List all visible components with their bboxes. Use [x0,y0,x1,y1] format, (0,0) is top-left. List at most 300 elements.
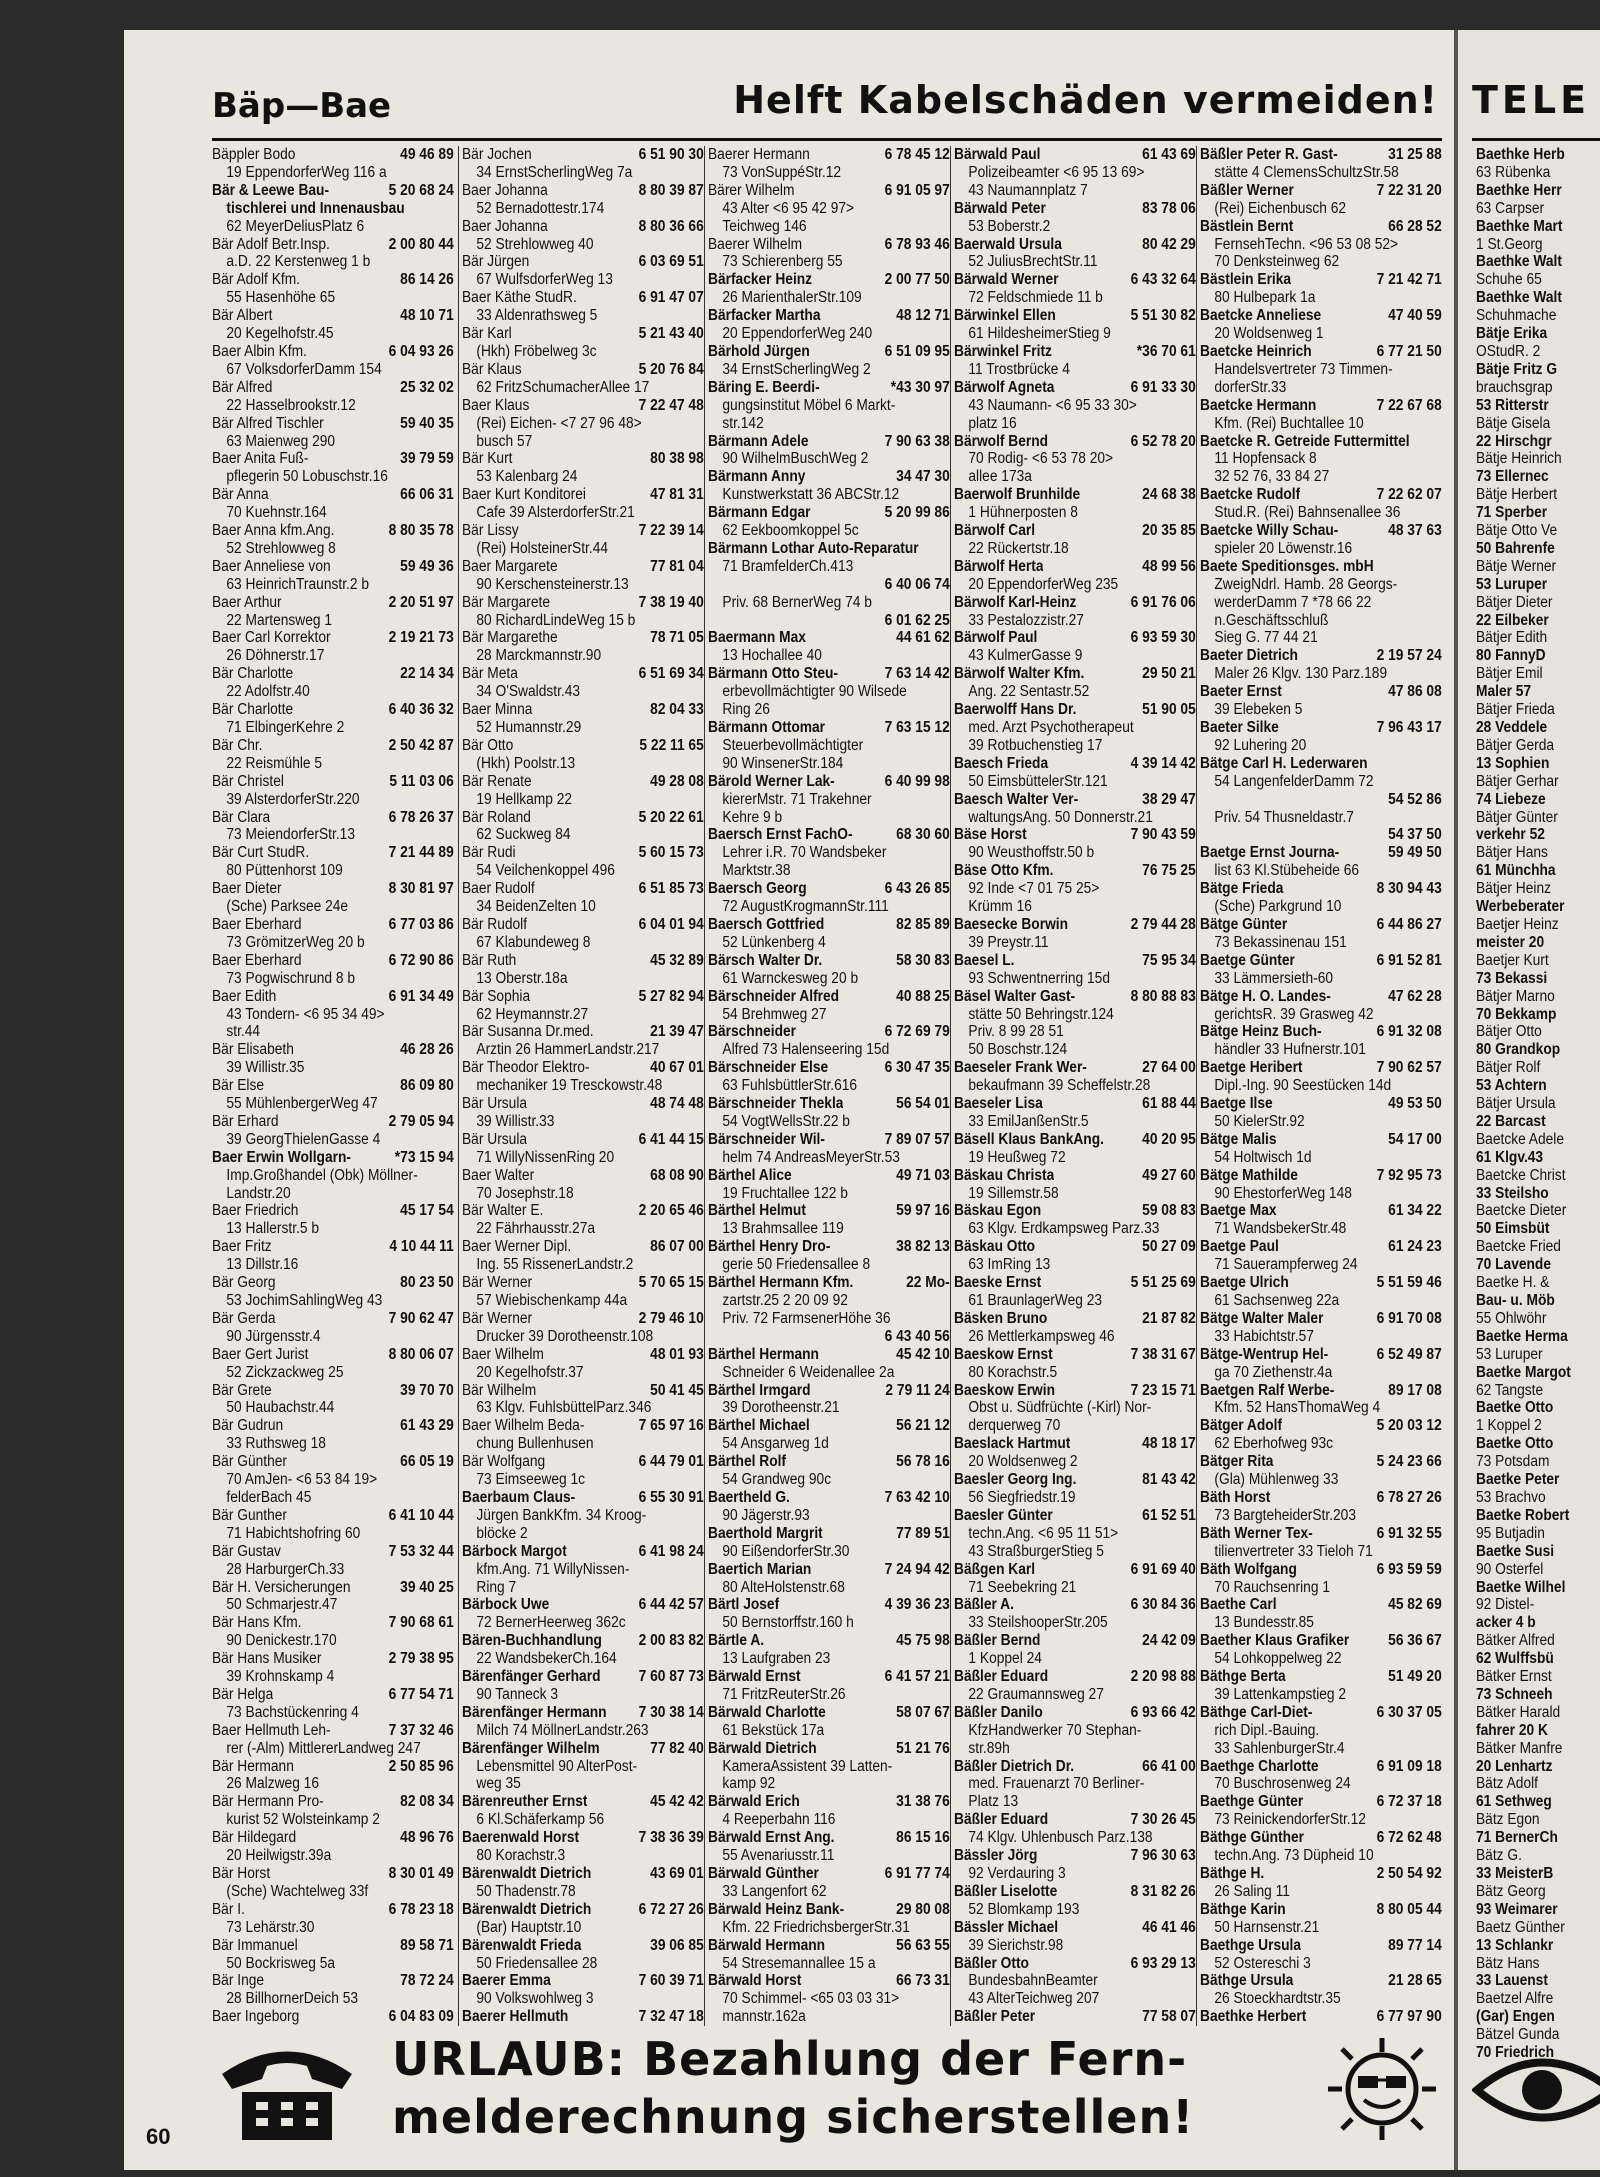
listing-entry [954,1095,1196,1113]
listing-entry [954,1471,1196,1489]
phone-number: 31 38 76 [896,1793,950,1811]
listing-entry [1200,683,1442,701]
next-page-entry: Baetke Herma [1476,1327,1568,1345]
phone-number: 80 23 50 [400,1274,454,1292]
phone-number: 6 93 29 13 [1130,1954,1196,1972]
next-page-entry: Bätzel Gunda [1476,2026,1560,2044]
phone-number: 61 43 29 [400,1417,454,1435]
listing-name: Bärmann Adele [708,432,809,450]
next-page-entry: Baetke Susi [1476,1542,1555,1560]
listing-detail: 74 Klgv. Uhlenbusch Parz.138 [968,1829,1153,1847]
listing-entry [708,576,950,594]
listing-detail: 39 Elebeken 5 [1214,701,1303,719]
phone-number: 77 81 04 [650,557,704,575]
listing-detail: 90 WinsenerStr.184 [722,754,844,772]
listing-name: Bärold Werner Lak- [708,772,835,790]
next-page-entry: Baethke Walt [1476,253,1562,271]
listing-detail: 43 Naumannplatz 7 [968,181,1088,199]
phone-number: 7 37 32 46 [388,1721,454,1739]
listing-detail: 80 AlteHolstenstr.68 [722,1578,845,1596]
listing-entry [212,1865,454,1883]
next-page-listing [1476,146,1600,2062]
listing-entry [212,1202,454,1220]
next-page-entry: 80 Grandkop [1476,1041,1561,1059]
listing-entry [462,1274,704,1292]
listing-detail: 54 Ansgarweg 1d [722,1435,829,1453]
listing-detail: 33 Langenfort 62 [722,1882,827,1900]
next-page-entry: Bau- u. Möb [1476,1292,1555,1309]
phone-number: 59 97 16 [896,1202,950,1220]
listing-entry [1200,397,1442,415]
listing-entry [462,880,704,898]
next-page-entry: 55 Ohlwöhr [1476,1309,1547,1327]
listing-name: Baer Albin Kfm. [212,342,307,360]
listing-detail: dorferStr.33 [1214,378,1287,396]
listing-entry [1200,2008,1442,2026]
listing-entry [462,361,704,379]
listing-name: Bärer Wilhelm [708,181,795,199]
listing-detail: Priv. 54 Thusneldastr.7 [1214,808,1354,826]
phone-number: 6 91 69 40 [1130,1560,1196,1578]
listing-entry [1200,844,1442,862]
listing-detail: Stud.R. (Rei) Bahnsenallee 36 [1214,504,1401,522]
next-page-entry: 53 Achtern [1476,1077,1547,1095]
phone-number: 34 47 30 [896,468,950,486]
next-page-entry: Bätjer Gerda [1476,736,1555,754]
listing-detail: 11 Trostbrücke 4 [968,360,1070,378]
listing-name: Bär Werner [462,1274,533,1292]
next-page-entry: 92 Distel- [1476,1596,1535,1614]
listing-entry [708,1489,950,1507]
listing-detail: 39 Sierichstr.98 [968,1936,1064,1954]
phone-number: 51 90 05 [1142,701,1196,719]
listing-detail: 19 Heußweg 72 [968,1148,1066,1166]
listing-name: Bär Meta [462,665,518,683]
listing-detail: 52 Zickzackweg 25 [226,1363,344,1381]
listing-detail: techn.Ang. 73 Düpheid 10 [1214,1847,1374,1865]
phone-number: 6 72 37 18 [1376,1793,1442,1811]
listing-entry [954,665,1196,683]
phone-number: 5 20 03 12 [1376,1417,1442,1435]
listing-entry [954,1167,1196,1185]
phone-number: 6 44 86 27 [1376,915,1442,933]
phone-number: 7 90 68 61 [388,1614,454,1632]
listing-detail: 39 GeorgThielenGasse 4 [226,1130,381,1148]
listing-entry [212,880,454,898]
listing-entry [954,862,1196,880]
phone-number: 20 35 85 [1142,522,1196,540]
listing-detail: 55 Avenariusstr.11 [722,1847,835,1865]
listing-detail: kamp 92 [722,1775,776,1793]
listing-entry [462,988,704,1006]
telephone-icon [212,2034,362,2144]
listing-name: Baer Klaus [462,396,530,414]
listing-entry [462,1829,704,1847]
listing-entry [462,665,704,683]
phone-number: 6 43 40 56 [884,1327,950,1345]
listing-entry [708,146,950,164]
listing-detail: 90 Denickestr.170 [226,1632,337,1650]
listing-detail: 39 Dorotheenstr.21 [722,1399,840,1417]
listing-name: Bär Gunther [212,1506,287,1524]
phone-number: 50 41 45 [650,1381,704,1399]
listing-name: Bär Renate [462,772,532,790]
listing-detail: list 63 Kl.Stübeheide 66 [1214,862,1360,880]
listing-entry [954,343,1196,361]
phone-number: 48 12 71 [896,307,950,325]
listing-entry [1200,755,1442,773]
listing-detail: (Hkh) Poolstr.13 [476,754,576,772]
listing-detail: 34 ErnstScherlingWeg 2 [722,360,871,378]
phone-number: 7 63 14 42 [884,665,950,683]
listing-name: Bätge Walter Maler [1200,1309,1324,1327]
listing-name: Bär Walter E. [462,1202,544,1220]
listing-detail: 63 Maienweg 290 [226,432,336,450]
phone-number: 6 91 32 55 [1376,1524,1442,1542]
next-page-entry: 70 Friedrich [1476,2044,1555,2062]
listing-name: Bär Werner [462,1309,533,1327]
phone-number: 8 80 35 78 [388,522,454,540]
next-page-entry: Bätje Heinrich [1476,450,1562,468]
next-page-entry: acker 4 b [1476,1614,1536,1632]
phone-number: 6 91 77 74 [884,1865,950,1882]
phone-number: 6 78 23 18 [388,1900,454,1918]
listing-name: Bär Ruth [462,951,517,969]
listing-entry [708,468,950,486]
vacation-ad [212,2030,1452,2160]
listing-entry [462,1167,704,1185]
listing-name: Baer Minna [462,701,533,719]
listing-detail: 71 WillyNissenRing 20 [476,1148,615,1166]
next-page-entry: 73 Schneeh [1476,1685,1553,1703]
listing-detail: Arztin 26 HammerLandstr.217 [476,1041,660,1059]
phone-number: 24 42 09 [1142,1632,1196,1650]
listing-entry [954,1955,1196,1973]
listing-entry [462,1937,704,1955]
phone-number: 29 80 08 [896,1900,950,1918]
listing-detail: Kehre 9 b [722,808,783,826]
listing-name: Bär Rudi [462,844,516,862]
listing-entry [212,1149,454,1167]
listing-name: Baeter Silke [1200,719,1279,736]
listing-entry [462,522,704,540]
phone-number: 38 82 13 [896,1238,950,1256]
next-page-entry: 74 Liebeze [1476,790,1546,808]
listing-detail: 32 52 76, 33 84 27 [1214,468,1330,486]
listing-name: Bärtl Josef [708,1596,780,1614]
listing-detail: 50 Harnsenstr.21 [1214,1918,1320,1936]
listing-name: Bätge Frieda [1200,880,1284,898]
phone-number: 54 52 86 [1388,790,1442,808]
listing-entry [1200,218,1442,236]
listing-entry [212,146,454,164]
listing-detail: str.44 [226,1023,261,1041]
listing-entry [212,1077,454,1095]
listing-name: Baer Hellmuth Leh- [212,1721,331,1739]
next-page-entry: 95 Butjadin [1476,1524,1545,1542]
listing-name: Bär Hans Kfm. [212,1614,302,1632]
listing-name: Baer Walter [462,1166,535,1184]
listing-entry [462,594,704,612]
listing-name: Bär Chr. [212,736,263,754]
phone-number: 5 51 30 82 [1130,307,1196,325]
listing-name: Bärwald Heinz Bank- [708,1900,845,1918]
phone-number: 7 53 32 44 [388,1542,454,1560]
phone-number: 5 20 22 61 [638,808,704,826]
listing-detail: 54 Lohkoppelweg 22 [1214,1650,1342,1668]
phone-number: 47 40 59 [1388,307,1442,325]
listing-name: Bärmann Lothar Auto-Reparatur [708,539,919,557]
listing-name: Bärwald Günther [708,1865,819,1882]
listing-detail: blöcke 2 [476,1524,528,1542]
listing-name: Bäßler Liselotte [954,1882,1058,1900]
listing-detail: Krümm 16 [968,898,1032,916]
listing-detail: pflegerin 50 Lobuschstr.16 [226,468,388,486]
listing-detail: 73 Bekassinenau 151 [1214,933,1347,951]
listing-name: Bätge Heinz Buch- [1200,1023,1322,1041]
listing-detail: KameraAssistent 39 Latten- [722,1757,893,1775]
phone-number: 45 17 54 [400,1202,454,1220]
phone-number: 6 04 83 09 [388,2008,454,2026]
phone-number: 6 43 26 85 [884,880,950,898]
listing-detail: 92 Inde <7 01 75 25> [968,880,1100,898]
listing-name: Bäth Werner Tex- [1200,1524,1313,1542]
next-page-entry: 70 Lavende [1476,1256,1551,1274]
listing-detail: 50 KielerStr.92 [1214,1112,1305,1130]
listing-name: Bär Susanna Dr.med. [462,1023,594,1041]
listing-entry [954,1704,1196,1722]
phone-number: 5 27 82 94 [638,987,704,1005]
listing-name: Bär Margarethe [462,629,558,647]
next-page-entry: 50 Bahrenfe [1476,539,1555,557]
listing-entry [1200,1095,1442,1113]
phone-number: 49 53 50 [1388,1095,1442,1113]
listing-detail: Polizeibeamter <6 95 13 69> [968,163,1145,181]
listing-detail: 90 EißendorferStr.30 [722,1542,850,1560]
listing-entry [212,271,454,289]
listing-detail: kiererMstr. 71 Trakehner [722,790,872,808]
listing-detail: gungsinstitut Möbel 6 Markt- [722,396,896,414]
phone-number: 48 18 17 [1142,1435,1196,1453]
next-page-entry: Bätje Otto Ve [1476,522,1558,540]
listing-name: Bärwolf Herta [954,557,1044,575]
listing-name: Bäthge Karin [1200,1900,1286,1918]
phone-number: 40 67 01 [650,1059,704,1077]
phone-number: 6 78 93 46 [884,235,950,253]
listing-detail: str.89h [968,1739,1010,1757]
column-divider [1196,146,1197,2026]
listing-detail: Steuerbevollmächtigter [722,736,864,754]
listing-detail: 20 Kegelhofstr.37 [476,1363,584,1381]
listing-entry [1200,1525,1442,1543]
listing-entry [954,1811,1196,1829]
listing-entry [954,236,1196,254]
listing-name: Baerwald Ursula [954,235,1062,253]
listing-name: Baetge Ilse [1200,1095,1273,1113]
listing-entry [708,379,950,397]
phone-number: 66 05 19 [400,1453,454,1471]
listing-detail: 50 Haubachstr.44 [226,1399,335,1417]
phone-number: 2 20 98 88 [1130,1668,1196,1686]
listing-name: Bärthel Helmut [708,1202,806,1220]
listing-entry [212,1417,454,1435]
next-page-entry: Baetke Wilhel [1476,1578,1566,1596]
listing-detail: zartstr.25 2 20 09 92 [722,1292,848,1309]
listing-detail: 72 AugustKrogmannStr.111 [722,898,889,916]
listing-entry [212,182,454,200]
listing-entry [708,880,950,898]
listing-entry [708,1023,950,1041]
listing-detail: kfm.Ang. 71 WillyNissen- [476,1560,630,1578]
listing-entry [708,612,950,630]
listing-detail: 22 Fährhausstr.27a [476,1220,596,1238]
listing-detail: Lehrer i.R. 70 Wandsbeker [722,844,887,862]
listing-name: Baermann Max [708,629,806,647]
phone-number: 6 77 03 86 [388,915,454,933]
phone-number [1438,755,1442,773]
listing-detail: 73 BargteheiderStr.203 [1214,1506,1357,1524]
listing-entry [708,1238,950,1256]
listing-detail: med. Arzt Psychotherapeut [968,719,1134,736]
phone-number: 80 42 29 [1142,235,1196,253]
listing-name: Baesecke Borwin [954,915,1069,933]
phone-number: 39 06 85 [650,1936,704,1954]
listing-entry [1200,1668,1442,1686]
listing-entry [212,1382,454,1400]
phone-number: 6 55 30 91 [638,1488,704,1506]
listing-name: Baeseler Lisa [954,1095,1043,1113]
phone-number: 40 20 95 [1142,1130,1196,1148]
next-page-entry: 53 Luruper [1476,575,1548,593]
listing-entry [954,1561,1196,1579]
phone-number: 2 00 77 50 [884,271,950,289]
next-page-entry: Bätje Erika [1476,325,1548,343]
phone-number: 83 78 06 [1142,199,1196,217]
listing-entry [462,1489,704,1507]
listing-detail: 43 Tondern- <6 95 34 49> [226,1005,385,1023]
phone-number: 6 91 32 08 [1376,1023,1442,1041]
listing-detail: 52 Bernadottestr.174 [476,199,605,217]
next-page-entry: Baetke Otto [1476,1399,1554,1417]
listing-name: Bäßler Dietrich Dr. [954,1757,1075,1775]
listing-name: Baer Eberhard [212,951,302,969]
listing-detail: 67 WulfsdorferWeg 13 [476,271,613,289]
listing-entry [212,1274,454,1292]
listing-detail: FernsehTechn. <96 53 08 52> [1214,235,1399,253]
listing-name: Bär Jürgen [462,253,530,271]
listing-detail: 52 Lünkenberg 4 [722,933,826,951]
listing-entry [954,826,1196,844]
listing-detail: kurist 52 Wolsteinkamp 2 [226,1811,380,1829]
listing-name: Bär Günther [212,1453,287,1471]
listing-entry [954,307,1196,325]
listing-entry [708,773,950,791]
listing-name: Bärwald Ernst [708,1668,801,1686]
listing-detail: 73 Lehärstr.30 [226,1918,315,1936]
listing-entry [1200,1972,1442,1990]
listing-detail: 20 Heilwigstr.39a [226,1847,332,1865]
listing-name: Baeseler Frank Wer- [954,1059,1087,1077]
listing-detail: Alfred 73 Halenseering 15d [722,1041,890,1059]
listing-name: Baerer Emma [462,1972,551,1990]
listing-detail: (Bar) Hauptstr.10 [476,1918,582,1936]
listing-entry [212,236,454,254]
listing-detail: 11 Hopfensack 8 [1214,450,1317,468]
listing-entry [462,773,704,791]
listing-entry [1200,1829,1442,1847]
phone-number: 51 21 76 [896,1739,950,1757]
listing-detail: Kunstwerkstatt 36 ABCStr.12 [722,486,900,504]
next-page-entry: 53 Brachvo [1476,1488,1546,1506]
listing-detail: 92 Luhering 20 [1214,736,1307,754]
listing-name: Bärthel Hermann [708,1345,819,1363]
listing-detail: 80 Korachstr.3 [476,1847,566,1865]
listing-entry [212,1686,454,1704]
listing-detail: 61 Bekstück 17a [722,1721,825,1739]
listing-detail: 67 VolksdorferDamm 154 [226,360,382,378]
listing-detail: werderDamm 7 *78 66 22 [1214,593,1372,611]
listing-entry [212,2008,454,2026]
listing-columns [212,146,1442,2026]
phone-number: 5 22 11 65 [639,736,704,754]
listing-entry [708,1937,950,1955]
phone-number: 6 51 85 73 [638,880,704,898]
next-page-entry: 22 Eilbeker [1476,611,1549,629]
listing-entry [1200,433,1442,451]
listing-name: Bär Lissy [462,522,519,540]
listing-detail: 6 Kl.Schäferkamp 56 [476,1811,605,1829]
next-page-entry: 1 Koppel 2 [1476,1417,1542,1435]
listing-detail: 1 Koppel 24 [968,1650,1042,1668]
next-page-entry: Bätz G. [1476,1847,1522,1865]
listing-name: Bär Kurt [462,450,513,468]
next-page-entry: 90 Osterfel [1476,1560,1544,1578]
phone-number: 43 69 01 [650,1865,704,1882]
phone-number: 61 88 44 [1142,1095,1196,1113]
listing-name: Bärschneider Thekla [708,1095,844,1113]
listing-name: Bär Ursula [462,1095,528,1113]
listing-entry [212,307,454,325]
listing-detail: Dipl.-Ing. 90 Seestücken 14d [1214,1077,1392,1095]
listing-name: Baethke Herbert [1200,2008,1307,2026]
listing-entry [212,1793,454,1811]
listing-detail: 72 BernerHeerweg 362c [476,1614,626,1632]
listing-detail: 71 ElbingerKehre 2 [226,719,345,736]
listing-detail: 19 Sillemstr.58 [968,1184,1059,1202]
listing-detail: Kfm. 52 HansThomaWeg 4 [1214,1399,1381,1417]
listing-name: Bär Hermann [212,1757,294,1775]
phone-number: 48 10 71 [400,307,454,325]
listing-entry [462,701,704,719]
phone-number: 6 44 79 01 [638,1453,704,1471]
listing-detail: 53 Boberstr.2 [968,217,1051,235]
listing-entry [462,1453,704,1471]
phone-number: 61 24 23 [1388,1238,1442,1256]
listing-name: Baer Kurt Konditorei [462,486,586,504]
next-page-entry: Bätje Fritz G [1476,360,1558,378]
listing-entry [708,182,950,200]
listing-name: Bärenwaldt Dietrich [462,1900,592,1918]
phone-number: 6 30 84 36 [1130,1596,1196,1614]
next-page-entry: Baetke Robert [1476,1506,1570,1524]
next-page-entry: Baetcke Dieter [1476,1202,1567,1220]
next-page-entry: Baetke Otto [1476,1435,1554,1453]
listing-detail: 71 Sauerampferweg 24 [1214,1256,1358,1274]
listing-entry [954,146,1196,164]
listing-detail: 52 Humannstr.29 [476,719,582,736]
phone-number: 39 40 25 [400,1578,454,1596]
phone-number: 66 41 00 [1142,1757,1196,1775]
